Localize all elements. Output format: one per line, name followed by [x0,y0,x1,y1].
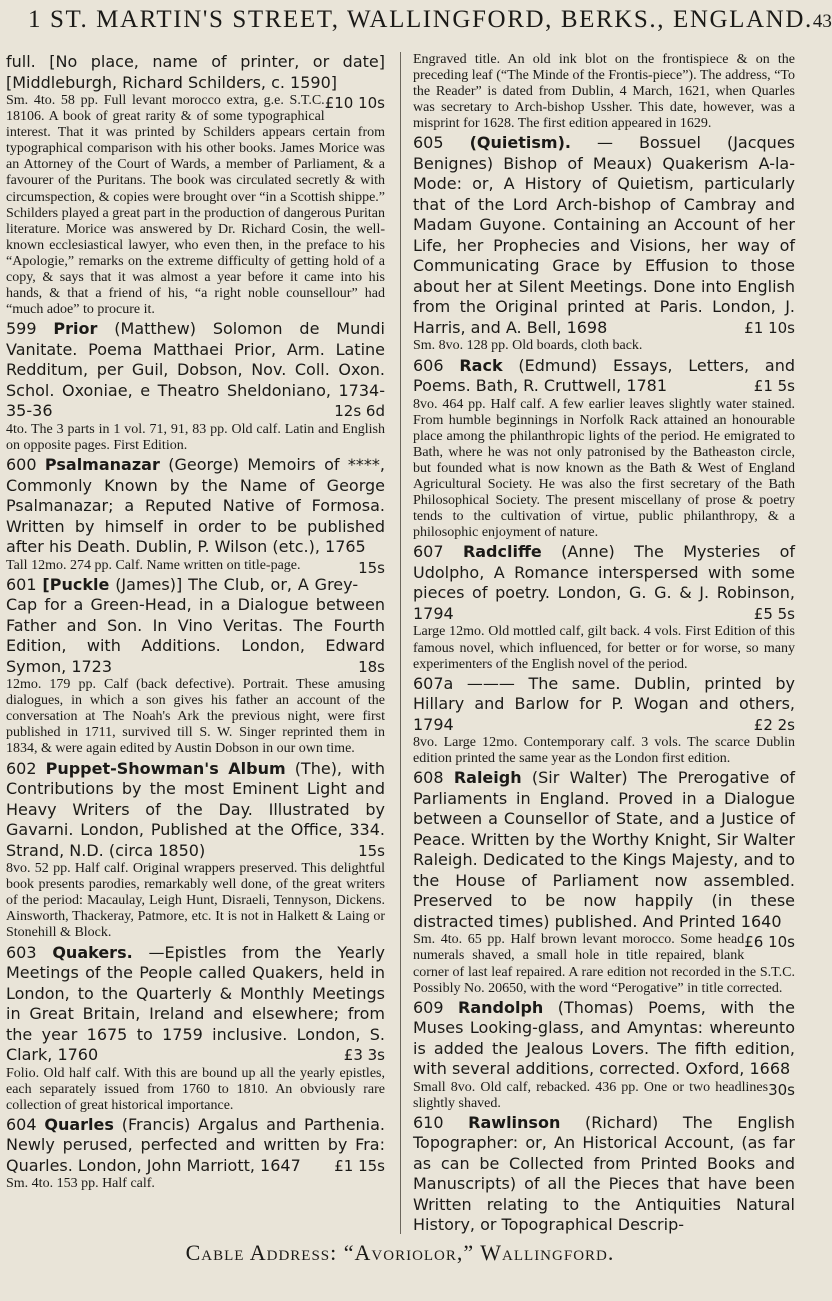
entry-description: 8vo. 464 pp. Half calf. A few earlier leaves slightly water stained. From humble beginnings in Norfolk Rack attained an honourable place among the philanthropic lights of the period. He emigrated to Bath, where he was not only patronised by the Batheaston circle, but founded what is now known as the Bath & West of England Agricultural Society. He was also the first secretary of the Bath Philosophical Society. The present miscellany of prose & poetry tends to the cultivation of virtue, public philanthropy, & a philosophic enjoyment of nature. [413,396,795,541]
lot-number: 600 [6,455,37,474]
entry-author: Rawlinson [468,1112,561,1132]
entry-heading [413,133,795,338]
entry-author: Prior [53,319,98,339]
entry-price: £1 15s [334,1156,385,1175]
entry-description: Sm. 4to. 153 pp. Half calf. [6,1176,155,1192]
catalogue-entry [6,52,385,318]
entry-title: ——— The same. Dublin, printed by Hillary and Barlow for P. Wogan and others, 1794 [413,673,795,734]
entry-price: £1 5s [753,377,795,396]
lot-number: 601 [6,574,37,594]
lot-number: 608 [413,768,444,788]
entry-author: Quarles [44,1114,114,1134]
catalogue-entry [413,1113,795,1236]
entry-description: Sm. 4to. 58 pp. Full levant morocco extra, g.e. S.T.C. 18106. A book of great rarity & of some typographical interest. That it was printed by Schilders appears certain from typographical comparison with his other books. James Morice was an Attorney of the Court of Wards, a member of Parliament, & a favourer of the Puritans. The book was circulated secretly & with circumspection, & copies were brought over “in a Scottish shippe.” Schilders played a great part in the production of dangerous Puritan literature. Morice was answered by Dr. Richard Cosin, the well-known ecclesiastical lawyer, who even then, in the preface to his “Apologie,” remarks on the extreme difficulty of getting hold of a copy, & says that it was almost a year before it came into his hands, & that a friend of his, “a right noble counsellour” had “much adoe” to procure it. [6,93,385,318]
entry-heading [6,319,385,422]
entry-heading [413,542,795,624]
entry-description: Sm. 8vo. 128 pp. Old boards, cloth back. [413,338,643,354]
entry-price: £5 5s [753,604,795,623]
entry-description: 12mo. 179 pp. Calf (back defective). Portrait. These amusing dialogues, in which a son gives his father an account of the conversation at The Noah's Ark the previous night, were first published in 1711, survived till S. W. Singer reprinted them in 1834, & were again edited by Austin Dobson in our own time. [6,677,385,757]
entry-heading [6,943,385,1066]
catalogue-entry [6,1115,385,1193]
entry-title: (Thomas) Poems, with the Muses Looking-glass, and Amyntas: whereunto is added the Jealous Lovers. The fifth edition, with several additions, corrected. Oxford, 1668 [413,997,795,1079]
entry-heading [6,52,385,112]
entry-author: [Puckle [42,574,110,594]
entry-author: Raleigh [453,768,522,788]
entry-author: Quakers. [52,942,133,962]
catalogue-entry [413,133,795,354]
entry-price: £6 10s [744,933,795,952]
entry-title: —Epistles from the Yearly Meetings of the People called Quakers, held in London, to the Quarterly & Monthly Meetings in Great Britain, Ireland and elsewhere; from the year 1675 to 1759 inclusive. London, S. Clark, 1760 [6,942,385,1065]
entry-description: Small 8vo. Old calf, rebacked. 436 pp. One or two headlines slightly shaved. [413,1079,769,1111]
catalogue-entry [6,319,385,454]
running-head [28,6,832,34]
catalogue-entry [6,575,385,758]
column-divider [400,52,401,1234]
entry-price: 18s [358,657,385,676]
catalogue-entry [6,455,385,577]
entry-heading [6,575,385,678]
entry-title: (Sir Walter) The Prerogative of Parliaments in England. Proved in a Dialogue between a Counsellor of State, and a Justice of Peace. Written by the Worthy Knight, Sir Walter Raleigh. Dedicated to the Kings Majesty, and to the House of Parliament now assembled. Preserved to be now happily (in these distracted times) published. And Printed 1640 [413,768,796,931]
cable-address-footer: Cable Address: “Avoriolor,” Wallingford. [185,1240,615,1265]
lot-number: 605 [413,133,444,153]
entry-author: (Quietism). [469,133,571,153]
page-number: 43 [812,11,832,32]
lot-number: 606 [413,355,444,375]
entry-title: full. [No place, name of printer, or date] [Middleburgh, Richard Schilders, c. 1590] [6,52,385,92]
entry-description: Sm. 4to. 65 pp. Half brown levant morocco. Some head numerals shaved, a small hole in title repaired, blank corner of last leaf repaired. A rare edition not recorded in the S.T.C. Possibly No. 20650, with the word “Perogative” in title corrected. [413,932,795,996]
entry-price: £3 3s [343,1046,385,1065]
entry-heading [6,1115,385,1177]
entry-author: Randolph [458,997,544,1017]
entry-title: — Bossuel (Jacques Benignes) Bishop of Meaux) Quakerism A-la-Mode: or, A History of Quietism, particularly that of the Lord Arch-bishop of Cambray and Madam Guyone. Containing an Account of her Life, her Prophecies and Visions, her way of Communicating Grace by Effusion to those about her at Silent Meetings. Done into English from the Original printed at Paris. London, J. Harris, and A. Bell, 1698 [413,133,795,337]
entry-title: (James)] The Club, or, A Grey-Cap for a Green-Head, in a Dialogue between Father and Son. In Vino Veritas. The Fourth Edition, with Additions. London, Edward Symon, 1723 [6,574,385,676]
entry-author: Puppet-Showman's Album [45,758,286,778]
catalogue-entry [413,542,795,672]
entry-author: Psalmanazar [44,455,160,474]
lot-number: 602 [6,758,37,778]
entry-title: (The), with Contributions by the most Eminent Light and Heavy Writers of the Day. Illustrated by Gavarni. London, Published at the Office, 334. Strand, N.D. (circa 1850) [6,758,385,860]
entry-description: Folio. Old half calf. With this are bound up all the yearly epistles, each separately issued from 1760 to 1810. An obviously rare collection of great historical importance. [6,1065,385,1113]
entry-price: £1 10s [744,318,795,337]
entry-heading [413,1113,795,1236]
entry-description: Tall 12mo. 274 pp. Calf. Name written on title-page. [6,557,301,573]
entry-heading [413,768,796,952]
entry-price: 15s [358,841,385,860]
entry-price: £10 10s [324,94,385,112]
catalogue-entry [413,674,795,768]
entry-description: Engraved title. An old ink blot on the frontispiece & on the preceding leaf (“The Minde of the Frontis-piece”). The address, “To the Reader” is dated from Dublin, 4 March, 1621, when Quarles was secretary to Arch-bishop Ussher. This date, however, was a misprint for 1628. The first edition appeared in 1629. [413,52,795,132]
entry-description: 8vo. Large 12mo. Contemporary calf. 3 vols. The scarce Dublin edition printed the same year as the London first edition. [413,735,795,767]
lot-number: 599 [6,319,37,339]
catalogue-entry [413,52,795,132]
entry-title: (Richard) The English Topographer: or, An Historical Account, (as far as can be Collected from Printed Books and Manuscripts) of all the Pieces that have been Written relating to the Antiquities Natural History, or Topographical Descrip- [413,1112,795,1235]
entry-price: 12s 6d [334,402,385,421]
entry-title: (Matthew) Solomon de Mundi Vanitate. Poema Matthaei Prior, Arm. Latine Redditum, per Guil, Dobson, Nov. Coll. Oxon. Schol. Oxoniae, e Theatro Sheldoniano, 1734-35-36 [6,319,385,421]
entry-title: (Edmund) Essays, Letters, and Poems. Bath, R. Cruttwell, 1781 [413,355,795,396]
lot-number: 607a [413,673,454,693]
catalogue-entry [6,943,385,1114]
lot-number: 609 [413,997,444,1017]
lot-number: 604 [6,1114,37,1134]
entry-price: 15s [358,558,385,577]
catalogue-entry [413,356,795,542]
catalogue-entry [413,768,795,996]
entry-heading [6,759,385,862]
entry-title: (Francis) Argalus and Parthenia. Newly perused, perfected and written by Fra: Quarles. London, John Marriott, 1647 [6,1114,386,1175]
entry-author: Rack [459,355,503,375]
left-column [6,52,385,1193]
entry-price: 30s [768,1080,795,1099]
catalogue-entry [413,998,795,1112]
right-column [413,52,795,1237]
entry-description: 8vo. 52 pp. Half calf. Original wrappers preserved. This delightful book presents parodies, remarkably well done, of the great writers of the period: Macaulay, Leigh Hunt, Disraeli, Tennyson, Dickens. Ainsworth, Thackeray, Patmore, etc. It is not in Halkett & Laing or Stonehill & Block. [6,861,385,941]
entry-author: Radcliffe [462,542,542,562]
entry-title: (Anne) The Mysteries of Udolpho, A Romance interspersed with some pieces of poetry. London, G. G. & J. Robinson, 1794 [413,542,795,623]
entry-description: 4to. The 3 parts in 1 vol. 71, 91, 83 pp. Old calf. Latin and English on opposite pages. First Edition. [6,421,385,453]
entry-price: £2 2s [753,715,795,734]
lot-number: 607 [413,542,444,562]
lot-number: 610 [413,1112,444,1132]
entry-heading [413,674,795,736]
entry-title: (George) Memoirs of ****, Commonly Known by the Name of George Psalmanazar; a Reputed Native of Formosa. Written by himself in order to be published after his Death. Dublin, P. Wilson (etc.), 1765 [6,455,385,556]
entry-description: Large 12mo. Old mottled calf, gilt back. 4 vols. First Edition of this famous novel, which influenced, for better or for worse, so many experimenters of the English novel of the period. [413,624,795,672]
lot-number: 603 [6,942,37,962]
header-title: 1 ST. MARTIN'S STREET, WALLINGFORD, BERKS., ENGLAND. [28,6,813,33]
catalogue-entry [6,759,385,942]
entry-heading [413,356,795,397]
